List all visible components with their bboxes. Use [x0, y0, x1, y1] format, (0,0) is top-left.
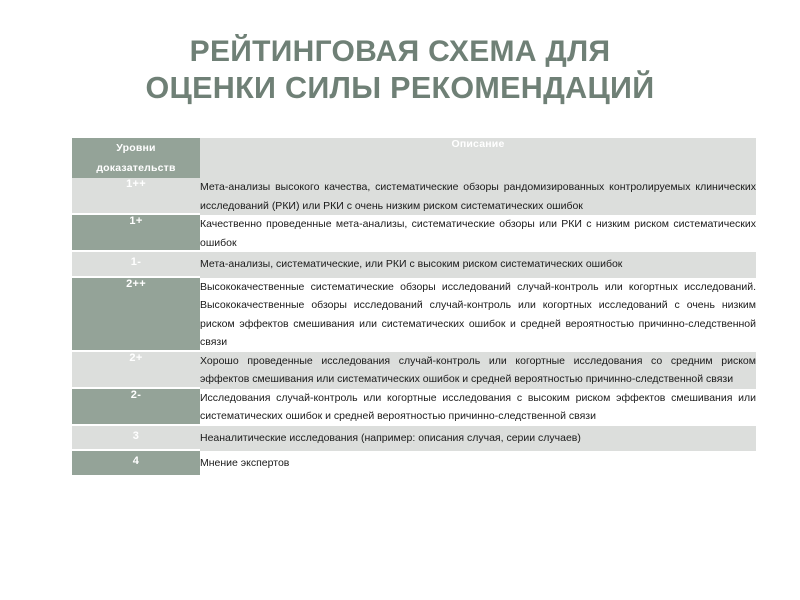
- evidence-description-cell: Мнение экспертов: [200, 451, 756, 477]
- page-title-line-2: ОЦЕНКИ СИЛЫ РЕКОМЕНДАЦИЙ: [145, 71, 655, 105]
- table-row: [72, 278, 756, 352]
- column-header-description: Описание: [200, 138, 756, 178]
- evidence-level-cell: 1-: [72, 252, 200, 278]
- table-row: [72, 178, 756, 215]
- table-row: [72, 389, 756, 426]
- table-header-row: [72, 138, 756, 178]
- evidence-level-cell: 1+: [72, 215, 200, 252]
- table-row: [72, 352, 756, 389]
- table-row: [72, 426, 756, 452]
- evidence-level-cell: 3: [72, 426, 200, 452]
- table-row: [72, 451, 756, 477]
- evidence-description-cell: Мета-анализы, систематические, или РКИ с высоким риском систематических ошибок: [200, 252, 756, 278]
- evidence-description-cell: Высококачественные систематические обзоры исследований случай-контроль или когортных исследований. Высококачественные обзоры исследований случай-контроль или когортных исследований с очень низким риском эффектов смешивания или систематических ошибок и средней вероятностью причинно-следственной связи: [200, 278, 756, 352]
- evidence-description-cell: Качественно проведенные мета-анализы, систематические обзоры или РКИ с низким риском систематических ошибок: [200, 215, 756, 252]
- table-row: [72, 215, 756, 252]
- column-header-levels-line-2: доказательств: [96, 162, 176, 174]
- evidence-description-cell: Неаналитические исследования (например: описания случая, серии случаев): [200, 426, 756, 452]
- page-title: [40, 34, 760, 106]
- table-row: [72, 252, 756, 278]
- evidence-level-cell: 1++: [72, 178, 200, 215]
- evidence-description-cell: Исследования случай-контроль или когортные исследования с высоким риском эффектов смешивания или систематических ошибок и средней вероятностью причинно-следственной связи: [200, 389, 756, 426]
- column-header-levels: [72, 138, 200, 178]
- column-header-levels-line-1: Уровни: [116, 142, 156, 154]
- evidence-level-cell: 2-: [72, 389, 200, 426]
- table-body: [72, 178, 756, 477]
- page-title-line-1: РЕЙТИНГОВАЯ СХЕМА ДЛЯ: [189, 35, 611, 68]
- evidence-levels-table: [72, 138, 756, 477]
- table-header: [72, 138, 756, 178]
- evidence-description-cell: Мета-анализы высокого качества, систематические обзоры рандомизированных контролируемых клинических исследований (РКИ) или РКИ с очень низким риском систематических ошибок: [200, 178, 756, 215]
- evidence-level-cell: 4: [72, 451, 200, 477]
- evidence-description-cell: Хорошо проведенные исследования случай-контроль или когортные исследования со средним риском эффектов смешивания или систематических ошибок и средней вероятностью причинно-следственной связи: [200, 352, 756, 389]
- evidence-level-cell: 2++: [72, 278, 200, 352]
- evidence-level-cell: 2+: [72, 352, 200, 389]
